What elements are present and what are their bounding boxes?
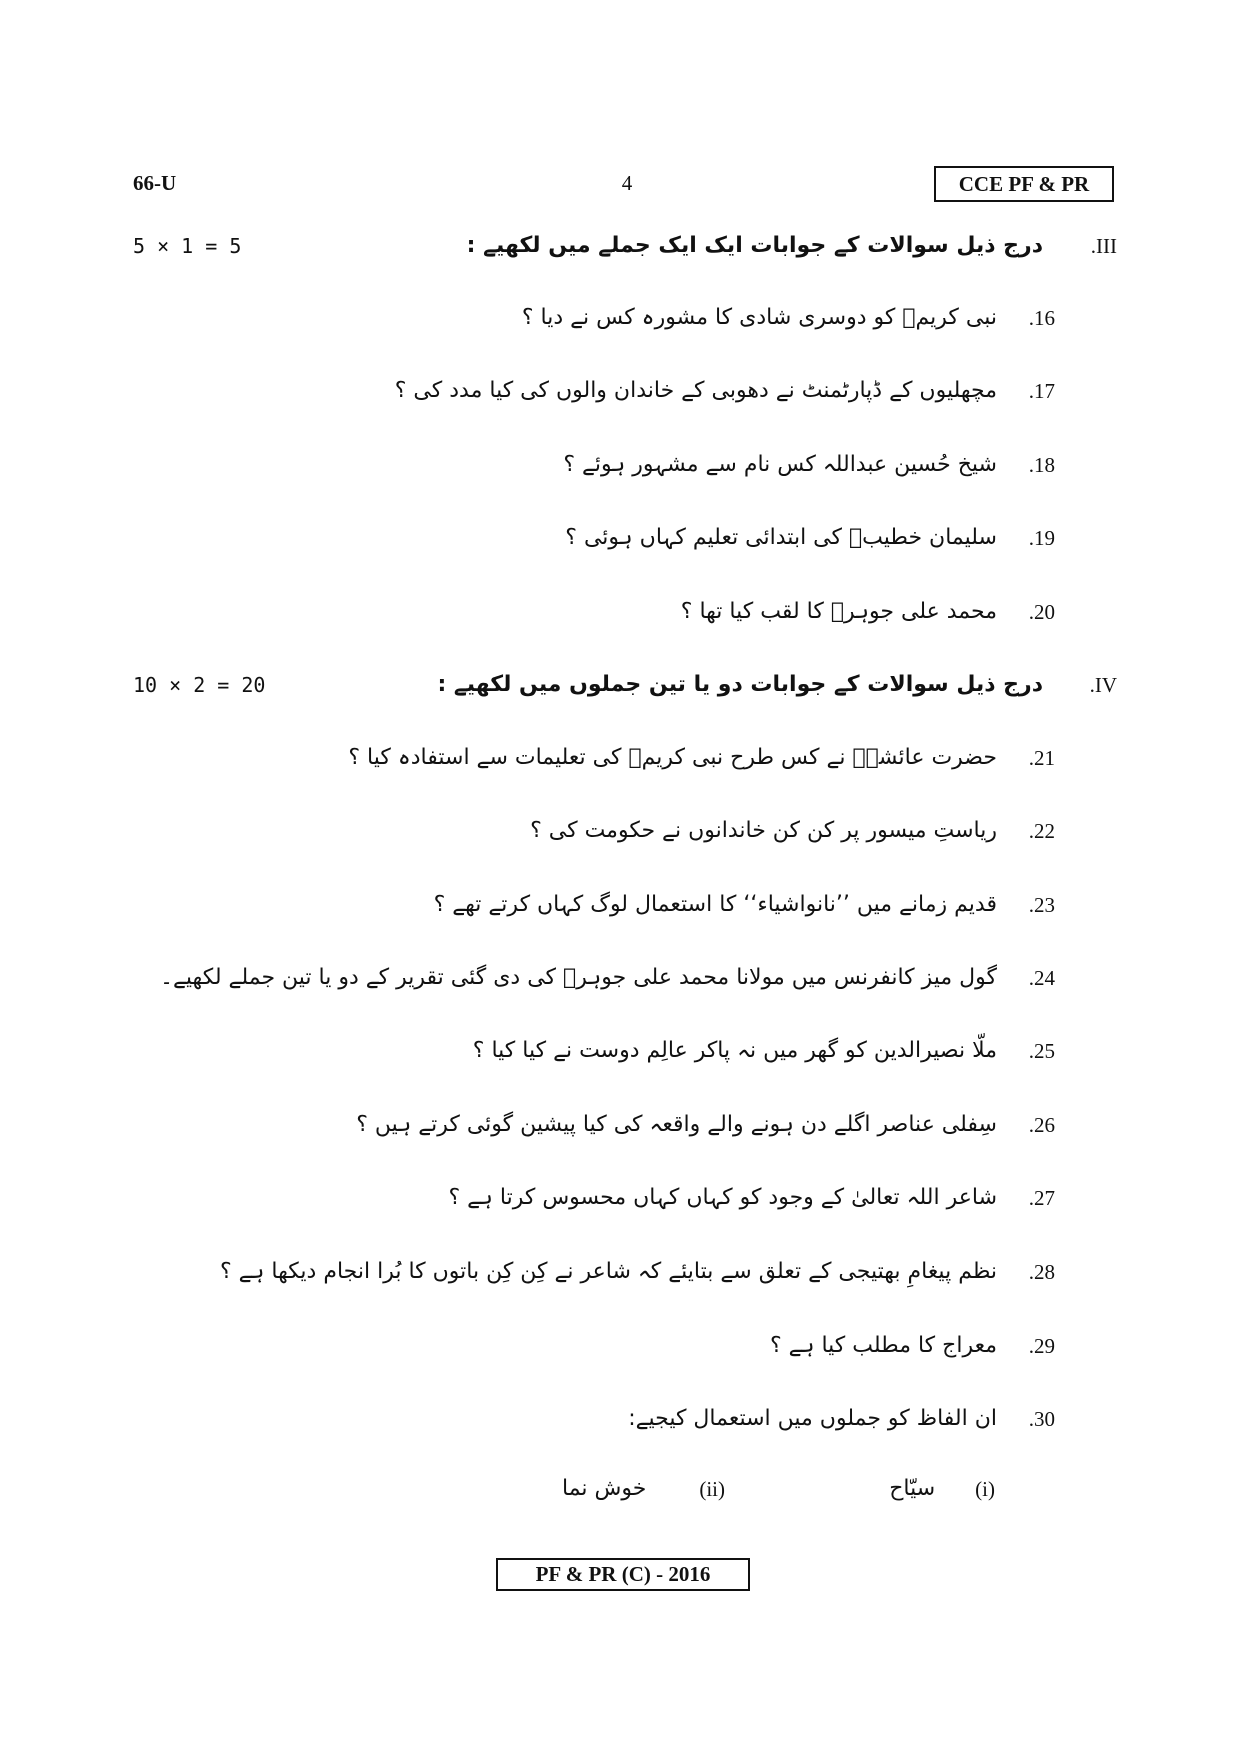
question-row bbox=[160, 962, 1055, 994]
section-marks: 10 × 2 = 20 bbox=[133, 673, 266, 697]
paper-code: 66-U bbox=[133, 171, 177, 195]
question-number: 30. bbox=[1028, 1407, 1055, 1431]
question-row bbox=[522, 302, 1055, 334]
section-heading: درج ذیل سوالات کے جوابات دو یا تین جملوں میں لکھیے : bbox=[437, 672, 1043, 697]
question-row bbox=[448, 1182, 1055, 1214]
question-number: 17. bbox=[1028, 379, 1055, 403]
question-number: 22. bbox=[1028, 819, 1055, 843]
page-number: 4 bbox=[621, 171, 633, 195]
exam-code-box bbox=[934, 166, 1114, 202]
question-text: قدیم زمانے میں ’’نانواشیاء‘‘ کا استعمال لوگ کہاں کرتے تھے ؟ bbox=[433, 892, 997, 917]
option-item bbox=[889, 1473, 995, 1505]
option-word: سیّاح bbox=[889, 1476, 936, 1501]
question-number: 28. bbox=[1028, 1260, 1055, 1284]
question-number: 20. bbox=[1028, 600, 1055, 624]
question-row bbox=[563, 449, 1055, 481]
option-label: (i) bbox=[975, 1477, 995, 1501]
question-row bbox=[395, 375, 1055, 407]
question-text: نبی کریمؐ کو دوسری شادی کا مشورہ کس نے دیا ؟ bbox=[521, 305, 997, 330]
question-row bbox=[434, 889, 1055, 921]
question-row bbox=[473, 1035, 1055, 1067]
section-header bbox=[437, 669, 1117, 701]
question-text: شاعر اللہ تعالیٰ کے وجود کو کہاں کہاں محسوس کرتا ہے ؟ bbox=[448, 1185, 997, 1210]
footer-code-box bbox=[496, 1558, 750, 1591]
question-text: ان الفاظ کو جملوں میں استعمال کیجیے: bbox=[628, 1406, 997, 1431]
section-heading: درج ذیل سوالات کے جوابات ایک ایک جملے میں لکھیے : bbox=[466, 233, 1043, 258]
question-text: ملّا نصیرالدین کو گھر میں نہ پاکر عالِم دوست نے کیا کیا ؟ bbox=[472, 1038, 997, 1063]
question-row bbox=[530, 815, 1055, 847]
option-item bbox=[562, 1473, 725, 1505]
question-text: معراج کا مطلب کیا ہے ؟ bbox=[770, 1333, 997, 1358]
question-number: 23. bbox=[1028, 893, 1055, 917]
question-number: 18. bbox=[1028, 453, 1055, 477]
question-text: محمد علی جوہرؔ کا لقب کیا تھا ؟ bbox=[680, 599, 997, 624]
footer-code: PF & PR (C) - 2016 bbox=[535, 1562, 711, 1586]
question-text: نظم پیغامِ بھتیجی کے تعلق سے بتایئے کہ شاعر نے کِن کِن باتوں کا بُرا انجام دیکھا ہے ؟ bbox=[219, 1259, 997, 1284]
question-row bbox=[628, 1403, 1055, 1435]
question-text: مچھلیوں کے ڈپارٹمنٹ نے دھوبی کے خاندان والوں کی کیا مدد کی ؟ bbox=[394, 378, 997, 403]
question-row bbox=[565, 522, 1055, 554]
question-number: 29. bbox=[1028, 1334, 1055, 1358]
question-row bbox=[348, 742, 1055, 774]
question-text: سِفلی عناصر اگلے دن ہونے والے واقعہ کی کیا پیشین گوئی کرتے ہیں ؟ bbox=[356, 1112, 997, 1137]
section-marks: 5 × 1 = 5 bbox=[133, 234, 242, 258]
question-row bbox=[770, 1330, 1055, 1362]
question-text: شیخ حُسین عبداللہ کس نام سے مشہور ہوئے ؟ bbox=[563, 452, 997, 477]
question-number: 26. bbox=[1028, 1113, 1055, 1137]
section-numeral: IV. bbox=[1089, 673, 1117, 697]
question-number: 19. bbox=[1028, 526, 1055, 550]
option-label: (ii) bbox=[699, 1477, 725, 1501]
question-text: گول میز کانفرنس میں مولانا محمد علی جوہرؔ کی دی گئی تقریر کے دو یا تین جملے لکھیے۔ bbox=[160, 965, 997, 990]
question-number: 24. bbox=[1028, 966, 1055, 990]
option-word: خوش نما bbox=[561, 1476, 647, 1501]
question-row bbox=[356, 1109, 1055, 1141]
question-number: 21. bbox=[1028, 746, 1055, 770]
question-number: 25. bbox=[1028, 1039, 1055, 1063]
exam-code: CCE PF & PR bbox=[958, 171, 1090, 196]
question-row bbox=[681, 596, 1055, 628]
question-number: 27. bbox=[1028, 1186, 1055, 1210]
section-numeral: III. bbox=[1090, 234, 1117, 258]
question-text: سلیمان خطیبؔ کی ابتدائی تعلیم کہاں ہوئی ؟ bbox=[565, 525, 997, 550]
question-text: حضرت عائشہؓ نے کس طرح نبی کریمؐ کی تعلیمات سے استفادہ کیا ؟ bbox=[348, 745, 997, 770]
question-number: 16. bbox=[1028, 306, 1055, 330]
question-text: ریاستِ میسور پر کن کن خاندانوں نے حکومت کی ؟ bbox=[530, 818, 997, 843]
section-header bbox=[467, 230, 1117, 262]
question-row bbox=[220, 1256, 1055, 1288]
